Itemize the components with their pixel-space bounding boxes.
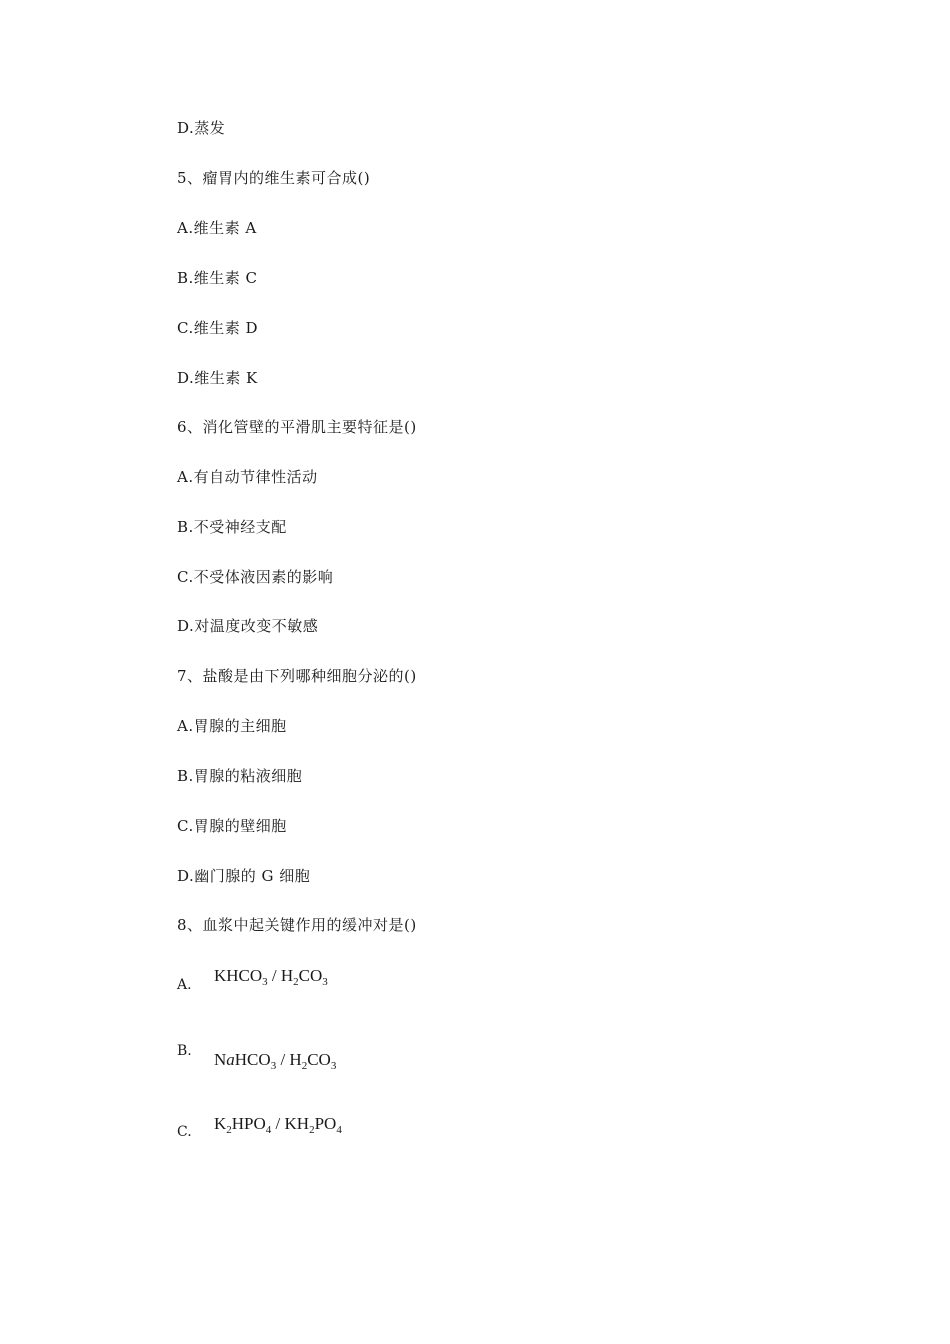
- option-c-q8-formula: $K_2HPO_4 / KH_2PO_4$: [214, 1114, 342, 1136]
- question-5: 5、瘤胃内的维生素可合成(): [177, 169, 371, 187]
- option-d-q4: D.蒸发: [177, 119, 226, 137]
- option-d-q5: D.维生素 K: [177, 369, 258, 387]
- option-a-q8-formula: $KHCO_3 / H_2CO_3$: [214, 966, 328, 988]
- option-c-q7: C.胃腺的壁细胞: [177, 817, 287, 835]
- option-b-q7: B.胃腺的粘液细胞: [177, 767, 303, 785]
- option-d-q7: D.幽门腺的 G 细胞: [177, 867, 311, 885]
- option-b-q6: B.不受神经支配: [177, 518, 287, 536]
- option-b-q5: B.维生素 C: [177, 269, 258, 287]
- option-b-q8-formula: NaHCO$_3$ / $H_2CO_3$: [214, 1050, 337, 1072]
- option-d-q6: D.对温度改变不敏感: [177, 617, 319, 635]
- option-c-q8-label: C.: [177, 1124, 192, 1140]
- option-c-q6: C.不受体液因素的影响: [177, 568, 334, 586]
- question-7: 7、盐酸是由下列哪种细胞分泌的(): [177, 667, 417, 685]
- option-a-q5: A.维生素 A: [177, 219, 257, 237]
- option-a-q7: A.胃腺的主细胞: [177, 717, 287, 735]
- option-a-q6: A.有自动节律性活动: [177, 468, 318, 486]
- question-8: 8、血浆中起关键作用的缓冲对是(): [177, 916, 417, 934]
- question-6: 6、消化管壁的平滑肌主要特征是(): [177, 418, 417, 436]
- option-a-q8-label: A.: [177, 977, 192, 993]
- option-b-q8-label: B.: [177, 1043, 192, 1059]
- option-c-q5: C.维生素 D: [177, 319, 259, 337]
